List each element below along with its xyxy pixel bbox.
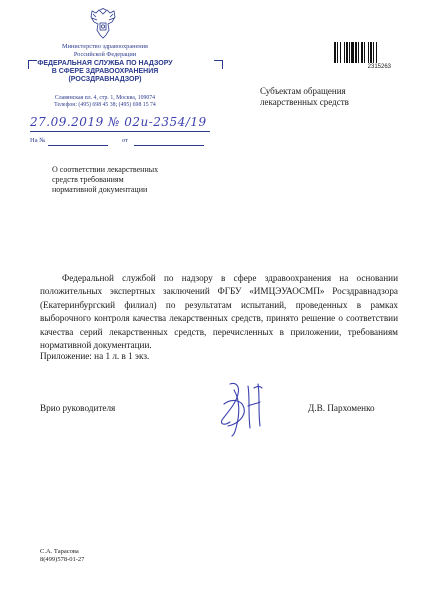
signatory-name: Д.В. Пархоменко bbox=[308, 403, 375, 413]
service-line: В СФЕРЕ ЗДРАВООХРАНЕНИЯ bbox=[51, 68, 159, 76]
barcode-bar bbox=[351, 42, 354, 63]
subject-line: О соответствии лекарственных bbox=[52, 165, 159, 174]
barcode-bar bbox=[361, 42, 363, 63]
barcode-bar bbox=[346, 42, 348, 63]
barcode-bar bbox=[364, 42, 365, 63]
address-line: Славянская пл. 4, стр. 1, Москва, 109074 bbox=[54, 95, 156, 101]
executor-name: С.А. Тарасова bbox=[40, 548, 79, 555]
recipient bbox=[260, 86, 400, 108]
service-line: ФЕДЕРАЛЬНАЯ СЛУЖБА ПО НАДЗОРУ bbox=[37, 60, 173, 67]
barcode bbox=[333, 42, 391, 63]
barcode-bar bbox=[349, 42, 350, 63]
reply-date-label: от bbox=[122, 137, 129, 144]
barcode-bar bbox=[358, 42, 359, 63]
subject-line: средств требованиям bbox=[52, 175, 124, 184]
handwritten-date-number: 27.09.2019 № 02и-2354/19 bbox=[30, 115, 207, 129]
recipient-line: лекарственных средств bbox=[260, 97, 349, 107]
handwritten-signature bbox=[210, 380, 278, 438]
attachment-note: Приложение: на 1 л. в 1 экз. bbox=[40, 351, 150, 361]
barcode-number: 2315263 bbox=[367, 64, 391, 70]
barcode-bar bbox=[340, 42, 341, 63]
address-bracket-right bbox=[214, 60, 223, 69]
barcode-bar bbox=[344, 42, 345, 63]
ministry-line: Министерство здравоохранения bbox=[62, 43, 148, 50]
coat-of-arms-icon bbox=[88, 8, 118, 40]
service-name bbox=[30, 60, 180, 85]
barcode-bar bbox=[368, 42, 369, 63]
barcode-bar bbox=[373, 42, 374, 63]
phone-line: Телефон: (495) 698 45 38; (495) 698 15 74 bbox=[54, 102, 156, 109]
barcode-bar bbox=[334, 42, 336, 63]
executor-info bbox=[40, 548, 84, 564]
barcode-bar bbox=[355, 42, 357, 63]
executor-phone: 8(499)578-01-27 bbox=[40, 556, 85, 563]
ministry-line: Российской Федерации bbox=[73, 50, 137, 58]
date-underline bbox=[30, 131, 210, 132]
reply-date-line bbox=[134, 145, 204, 146]
reply-to-line bbox=[48, 145, 108, 146]
service-line: (РОСЗДРАВНАДЗОР) bbox=[68, 76, 142, 84]
barcode-bar bbox=[370, 42, 372, 63]
barcode-bar bbox=[376, 42, 377, 63]
letter-subject bbox=[52, 165, 182, 195]
subject-line: нормативной документации bbox=[52, 185, 148, 194]
signatory-position: Врио руководителя bbox=[40, 403, 116, 413]
barcode-bar bbox=[337, 42, 338, 63]
recipient-line: Субъектам обращения bbox=[260, 86, 346, 96]
letter-body: Федеральной службой по надзору в сфере здравоохранения на основании положительных экспертных заключений ФГБУ «ИМЦЭУАОСМП» Росздравнадзора (Екатеринбургский филиал) по результатам испытаний, проведенных в рамках выборочного контроля качества лекарственных средств, принято решение о соответствии качества серий лекарственных средств, перечисленных в приложении, требованиям нормативной документации. bbox=[40, 273, 398, 351]
reply-to-label: На № bbox=[30, 137, 46, 144]
service-address bbox=[40, 95, 170, 110]
ministry-name bbox=[30, 43, 180, 58]
